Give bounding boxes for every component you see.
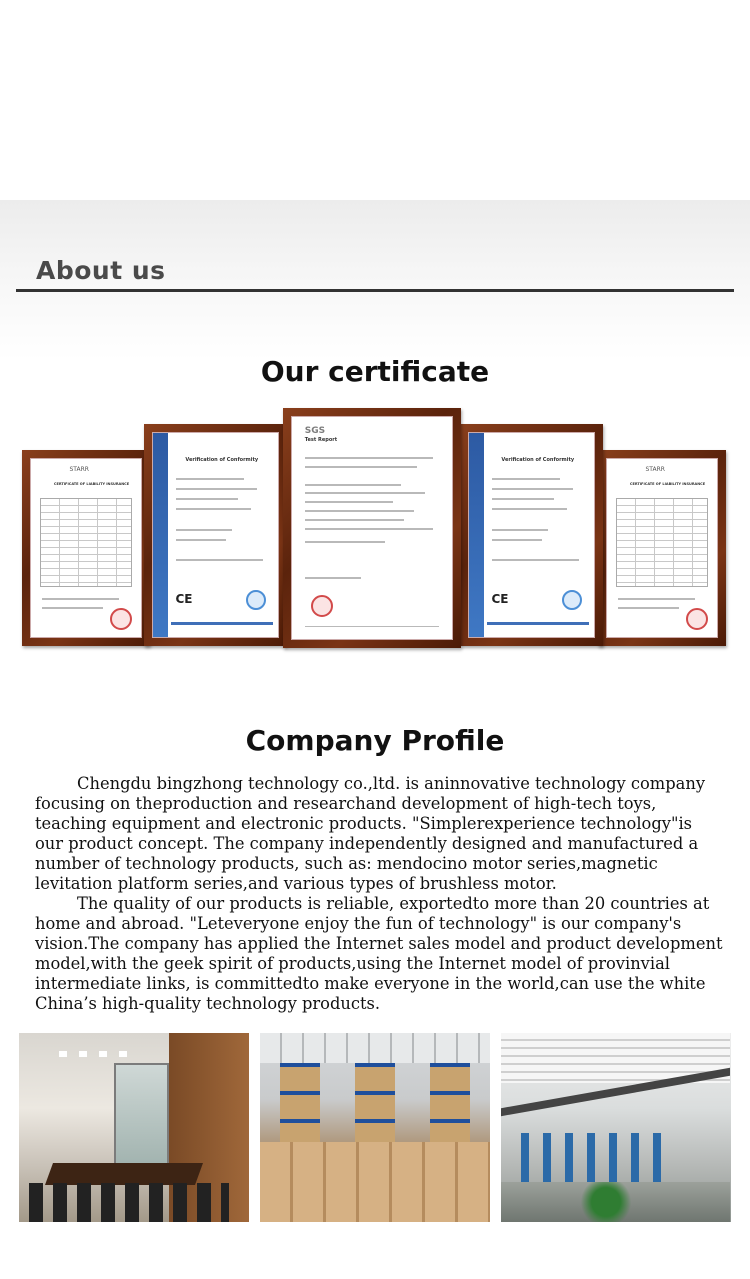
text-line: [176, 539, 226, 541]
text-line: [176, 508, 251, 510]
text-line: [492, 559, 580, 561]
certificate-liability-1: [30, 458, 142, 638]
top-blank-area: [0, 0, 750, 200]
photo-production-line: [501, 1033, 731, 1222]
text-line: [305, 457, 433, 459]
photo-warehouse: [260, 1033, 490, 1222]
text-line: [176, 559, 264, 561]
text-line: [492, 508, 567, 510]
certificate-header: STARR: [69, 466, 89, 474]
certificate-title-text: Test Report: [304, 436, 338, 443]
text-line: [305, 541, 385, 543]
company-profile-text: [35, 774, 725, 1014]
text-line: [618, 607, 679, 609]
blue-band: [469, 433, 484, 637]
conference-table: [45, 1163, 203, 1185]
certificate-conformity-1: [152, 432, 279, 638]
text-line: [176, 498, 239, 500]
text-line: [492, 529, 548, 531]
certificate-frame-1: [22, 450, 150, 646]
seal-icon: [311, 595, 333, 617]
text-line: [492, 488, 573, 490]
text-line: [305, 528, 433, 530]
ce-mark: CE: [491, 592, 509, 607]
certificate-header: SGS: [304, 425, 326, 436]
text-line: [492, 539, 542, 541]
ce-mark: CE: [175, 592, 193, 607]
certificate-frame-5: [598, 450, 726, 646]
text-line: [42, 607, 103, 609]
certificate-title-text: CERTIFICATE OF LIABILITY INSURANCE: [53, 482, 130, 487]
footer-bar: [487, 622, 590, 625]
text-line: [305, 492, 425, 494]
certificate-title-text: Verification of Conformity: [501, 457, 575, 464]
about-divider: [16, 289, 734, 292]
certificate-conformity-2: [468, 432, 595, 638]
seal-icon: [562, 590, 582, 610]
certificate-title-text: CERTIFICATE OF LIABILITY INSURANCE: [629, 482, 706, 487]
text-line: [305, 510, 414, 512]
certificate-title: Our certificate: [260, 355, 490, 388]
text-line: [492, 498, 555, 500]
warehouse-roof: [260, 1033, 490, 1063]
text-line: [176, 478, 245, 480]
blue-band: [153, 433, 168, 637]
chairs: [29, 1183, 229, 1222]
ceiling-lights: [59, 1051, 129, 1057]
text-line: [305, 484, 401, 486]
text-line: [305, 519, 404, 521]
seal-icon: [110, 608, 132, 630]
text-line: [176, 488, 257, 490]
glass-partition: [114, 1063, 169, 1173]
seal-icon: [246, 590, 266, 610]
text-line: [618, 598, 695, 600]
text-line: [42, 598, 119, 600]
text-line: [305, 466, 417, 468]
about-title: About us: [36, 256, 166, 285]
text-line: [305, 501, 393, 503]
certificate-frame-3: [283, 408, 461, 648]
potted-plant: [576, 1182, 636, 1222]
workers: [521, 1133, 671, 1183]
certificate-title-text: Verification of Conformity: [185, 457, 259, 464]
profile-paragraph-2: The quality of our products is reliable, exportedto more than 20 countries at home and abroad. "Leteveryone enjoy the fun of technology" is our company's vision.The company has applied the Internet sales model and product development model,with the geek spirit of products,using the Internet model of provinvial intermediate links, is committedto make everyone in the world,can use the white China’s high-quality technology products.: [35, 894, 723, 1013]
certificate-table: [616, 498, 708, 587]
certificate-sgs-report: [291, 416, 453, 640]
text-line: [492, 478, 561, 480]
certificate-liability-2: [606, 458, 718, 638]
text-line: [305, 577, 361, 579]
profile-paragraph-1: Chengdu bingzhong technology co.,ltd. is aninnovative technology company focusing on theproduction and researchand development of high-tech toys, teaching equipment and electronic products. "Simplerexperience technology"is our product concept. The company independently designed and manufactured a number of technology products, such as: mendocino motor series,magnetic levitation platform series,and various types of brushless motor.: [35, 774, 706, 893]
text-line: [176, 529, 232, 531]
certificate-frame-4: [460, 424, 603, 646]
certificate-table: [40, 498, 132, 587]
company-profile-title: Company Profile: [245, 724, 505, 757]
footer-bar: [171, 622, 274, 625]
stacked-boxes: [260, 1142, 490, 1222]
text-line: [305, 626, 439, 627]
seal-icon: [686, 608, 708, 630]
photo-conference-room: [19, 1033, 249, 1222]
certificate-frame-2: [144, 424, 287, 646]
certificate-header: STARR: [645, 466, 665, 474]
